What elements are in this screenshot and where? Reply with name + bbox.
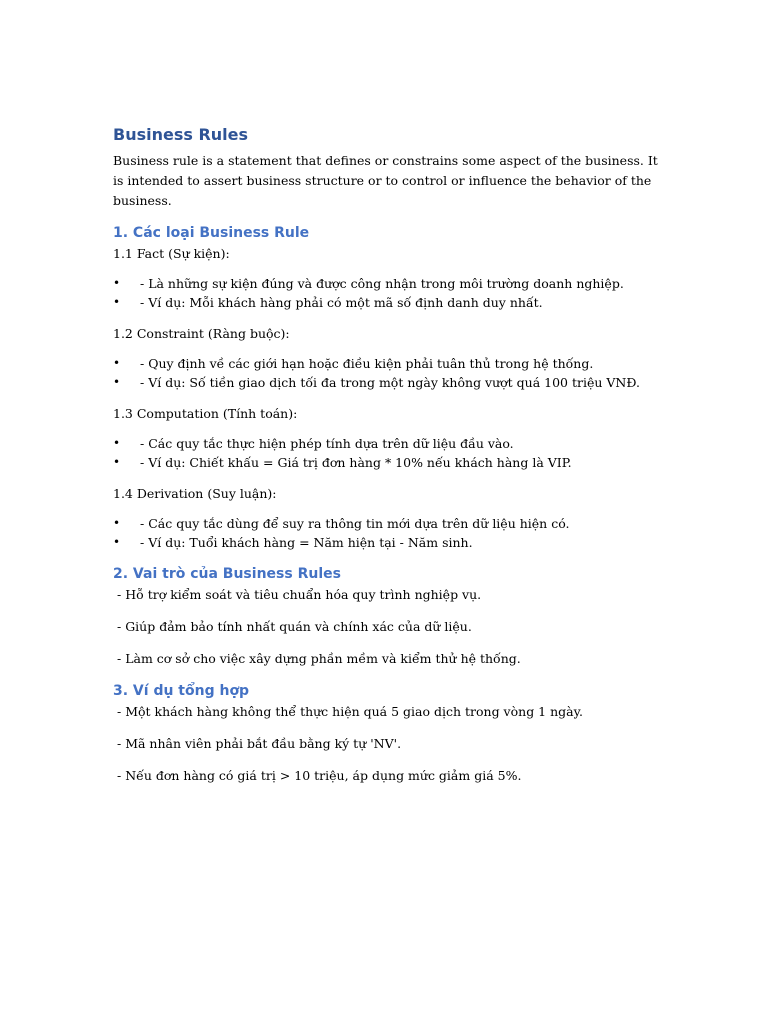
list-item-text: - Ví dụ: Chiết khấu = Giá trị đơn hàng * 10% nếu khách hàng là VIP.	[140, 455, 572, 470]
list-item-text: - Các quy tắc thực hiện phép tính dựa trên dữ liệu đầu vào.	[140, 436, 514, 451]
section-2-heading: 2. Vai trò của Business Rules	[113, 566, 341, 582]
document-content	[113, 124, 658, 786]
list-item-text: - Ví dụ: Mỗi khách hàng phải có một mã số định danh duy nhất.	[140, 295, 543, 310]
bullet-icon: •	[113, 535, 121, 549]
role-item: - Giúp đảm bảo tính nhất quán và chính xác của dữ liệu.	[117, 619, 472, 634]
bullet-icon: •	[113, 516, 121, 530]
role-item: - Làm cơ sở cho việc xây dựng phần mềm và kiểm thử hệ thống.	[117, 651, 521, 666]
intro-paragraph: Business rule is a statement that defines or constrains some aspect of the business. It is intended to assert business structure or to control or influence the behavior of the business.	[113, 153, 658, 208]
computation-label: 1.3 Computation (Tính toán):	[113, 406, 298, 421]
computation-list	[113, 434, 658, 472]
list-item-text: - Quy định về các giới hạn hoặc điều kiện phải tuân thủ trong hệ thống.	[140, 356, 594, 371]
list-item	[113, 373, 658, 392]
bullet-icon: •	[113, 295, 121, 309]
role-item: - Hỗ trợ kiểm soát và tiêu chuẩn hóa quy trình nghiệp vụ.	[117, 587, 482, 602]
list-item-text: - Là những sự kiện đúng và được công nhận trong môi trường doanh nghiệp.	[140, 276, 624, 291]
fact-list	[113, 274, 658, 312]
fact-label: 1.1 Fact (Sự kiện):	[113, 246, 230, 261]
list-item	[113, 533, 658, 552]
example-item: - Nếu đơn hàng có giá trị > 10 triệu, áp dụng mức giảm giá 5%.	[117, 768, 522, 783]
constraint-label: 1.2 Constraint (Ràng buộc):	[113, 326, 290, 341]
bullet-icon: •	[113, 356, 121, 370]
bullet-icon: •	[113, 375, 121, 389]
document-title: Business Rules	[113, 125, 249, 144]
section-3-heading: 3. Ví dụ tổng hợp	[113, 683, 250, 699]
list-item	[113, 274, 658, 293]
example-item: - Mã nhân viên phải bắt đầu bằng ký tự 'NV'.	[117, 736, 402, 751]
derivation-list	[113, 514, 658, 552]
bullet-icon: •	[113, 436, 121, 450]
bullet-icon: •	[113, 276, 121, 290]
list-item	[113, 453, 658, 472]
constraint-list	[113, 354, 658, 392]
list-item-text: - Các quy tắc dùng để suy ra thông tin mới dựa trên dữ liệu hiện có.	[140, 516, 570, 531]
list-item	[113, 293, 658, 312]
section-1-heading: 1. Các loại Business Rule	[113, 225, 310, 241]
list-item-text: - Ví dụ: Số tiền giao dịch tối đa trong một ngày không vượt quá 100 triệu VNĐ.	[140, 375, 640, 390]
list-item	[113, 434, 658, 453]
derivation-label: 1.4 Derivation (Suy luận):	[113, 486, 277, 501]
example-item: - Một khách hàng không thể thực hiện quá 5 giao dịch trong vòng 1 ngày.	[117, 704, 583, 719]
list-item	[113, 354, 658, 373]
list-item-text: - Ví dụ: Tuổi khách hàng = Năm hiện tại - Năm sinh.	[140, 535, 473, 550]
bullet-icon: •	[113, 455, 121, 469]
list-item	[113, 514, 658, 533]
